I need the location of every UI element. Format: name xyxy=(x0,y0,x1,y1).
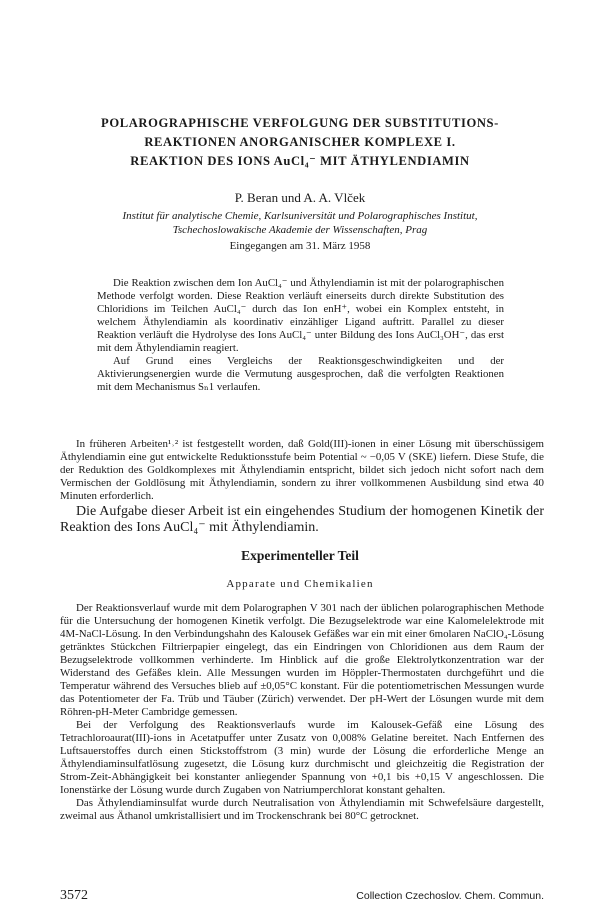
title-line-1: POLAROGRAPHISCHE VERFOLGUNG DER SUBSTITUTIONS- xyxy=(101,116,499,130)
affiliation-line-2: Tschechoslowakische Akademie der Wissenschaften, Prag xyxy=(172,224,428,236)
title-line-2: REAKTIONEN ANORGANISCHER KOMPLEXE I. xyxy=(144,135,456,149)
abstract xyxy=(97,277,504,394)
section-heading: Experimenteller Teil xyxy=(241,548,359,563)
received-date: Eingegangen am 31. März 1958 xyxy=(229,240,371,252)
sulfate-paragraph: Das Äthylendiaminsulfat wurde durch Neutralisation von Äthylendiamin mit Schwefelsäure dargestellt, zweimal aus Äthanol umkristallisiert und im Trockenschrank bei 80°C getrocknet. xyxy=(60,797,544,822)
aim-paragraph: Die Aufgabe dieser Arbeit ist ein eingehendes Studium der homogenen Kinetik der Reaktion des Ions AuCl₄⁻ mit Äthylendiamin. xyxy=(60,504,544,535)
authors: P. Beran und A. A. Vlček xyxy=(234,190,366,205)
subsection-heading: Apparate und Chemikalien xyxy=(226,578,374,590)
apparatus-paragraph: Der Reaktionsverlauf wurde mit dem Polarographen V 301 nach der üblichen polarographischen Methode für die Untersuchung der homogenen Kinetik verfolgt. Die Bezugselektrode war eine Kalomelelektrode mit 4M-NaCl-Lösung. In den Verbindungshahn des Kalousek Gefäßes war ein mit einer 6molaren NaClO₄-Lösung getränktes Stückchen Filtrierpapier eingelegt, das ein Eindringen von Chloridionen aus dem Raum der Bezugselektrode vollkommen verhinderte. Im Hinblick auf die große Elektrolytkonzentration war der Widerstand des Gefäßes klein. Alle Messungen wurden im Höppler-Thermostaten durchgeführt und die Temperatur während des Versuches blieb auf ±0,05°C konstant. Für die potentiometrischen Messungen wurde das Potentiometer der Fa. Trüb und Täuber (Zürich) verwendet. Der pH-Wert der Lösungen wurde mit dem Röhren-pH-Meter Cambridge gemessen. xyxy=(60,602,544,718)
abstract-paragraph-2: Auf Grund eines Vergleichs der Reaktionsgeschwindigkeiten und der Aktivierungsenergien wurde die Vermutung ausgesprochen, daß die verfolgten Reaktionen mit dem Mechanismus Sₙ1 verlaufen. xyxy=(97,355,504,393)
title-line-3: REAKTION DES IONS AuCl₄⁻ MIT ÄTHYLENDIAMIN xyxy=(130,154,470,168)
intro-paragraph: In früheren Arbeiten¹˒² ist festgestellt worden, daß Gold(III)-ionen in einer Lösung mit überschüssigem Äthylendiamin eine gut entwickelte Reduktionsstufe beim Potential ~ −0,05 V (SKE) liefern. Diese Stufe, die der Reduktion des Goldkomplexes mit Äthylendiamin entspricht, bildet sich jedoch nicht sofort nach dem Vermischen der Goldlösung mit Äthylendiamin, sondern zu ihrer vollkommenen Ausbildung sind etwa 40 Minuten erforderlich. xyxy=(60,438,544,502)
journal-name: Collection Czechoslov. Chem. Commun. xyxy=(356,890,544,902)
affiliation xyxy=(60,209,540,237)
intro-block xyxy=(60,438,544,503)
abstract-paragraph-1: Die Reaktion zwischen dem Ion AuCl₄⁻ und Äthylendiamin ist mit der polarographischen Methode verfolgt worden. Diese Reaktion verläuft einerseits durch direkte Substitution des Chloridions im Teilchen AuCl₄⁻ durch das Ion enH⁺, wobei ein Komplex entsteht, in welchem Äthylendiamin als koordinativ einzähliger Ligand auftritt. Parallel zu dieser Reaktion verläuft die Hydrolyse des Ions AuCl₄⁻ unter Bildung des Ions AuCl₃OH⁻, das erst mit dem Äthylendiamin reagiert. xyxy=(97,277,504,354)
methods-block xyxy=(60,602,544,823)
page-number: 3572 xyxy=(60,888,88,903)
article-title xyxy=(60,114,540,171)
affiliation-line-1: Institut für analytische Chemie, Karlsuniversität und Polarographisches Institut, xyxy=(122,210,478,222)
procedure-paragraph: Bei der Verfolgung des Reaktionsverlaufs wurde im Kalousek-Gefäß eine Lösung des Tetrachloroaurat(III)-ions in Acetatpuffer unter Zusatz von 0,008% Gelatine bereitet. Nach Entfernen des Luftsauerstoffes durch einen Stickstoffstrom (3 min) wurde der Lösung die erforderliche Menge an Äthylendiaminsulfatlösung zugesetzt, die Lösung kurz durchmischt und gleichzeitig die Registration der Strom-Zeit-Abhängigkeit bei konstanter anliegender Spannung von +0,1 bis +0,15 V angeschlossen. Die Ionenstärke der Lösung wurde durch Zugaben von Natriumperchlorat konstant gehalten. xyxy=(60,719,544,796)
